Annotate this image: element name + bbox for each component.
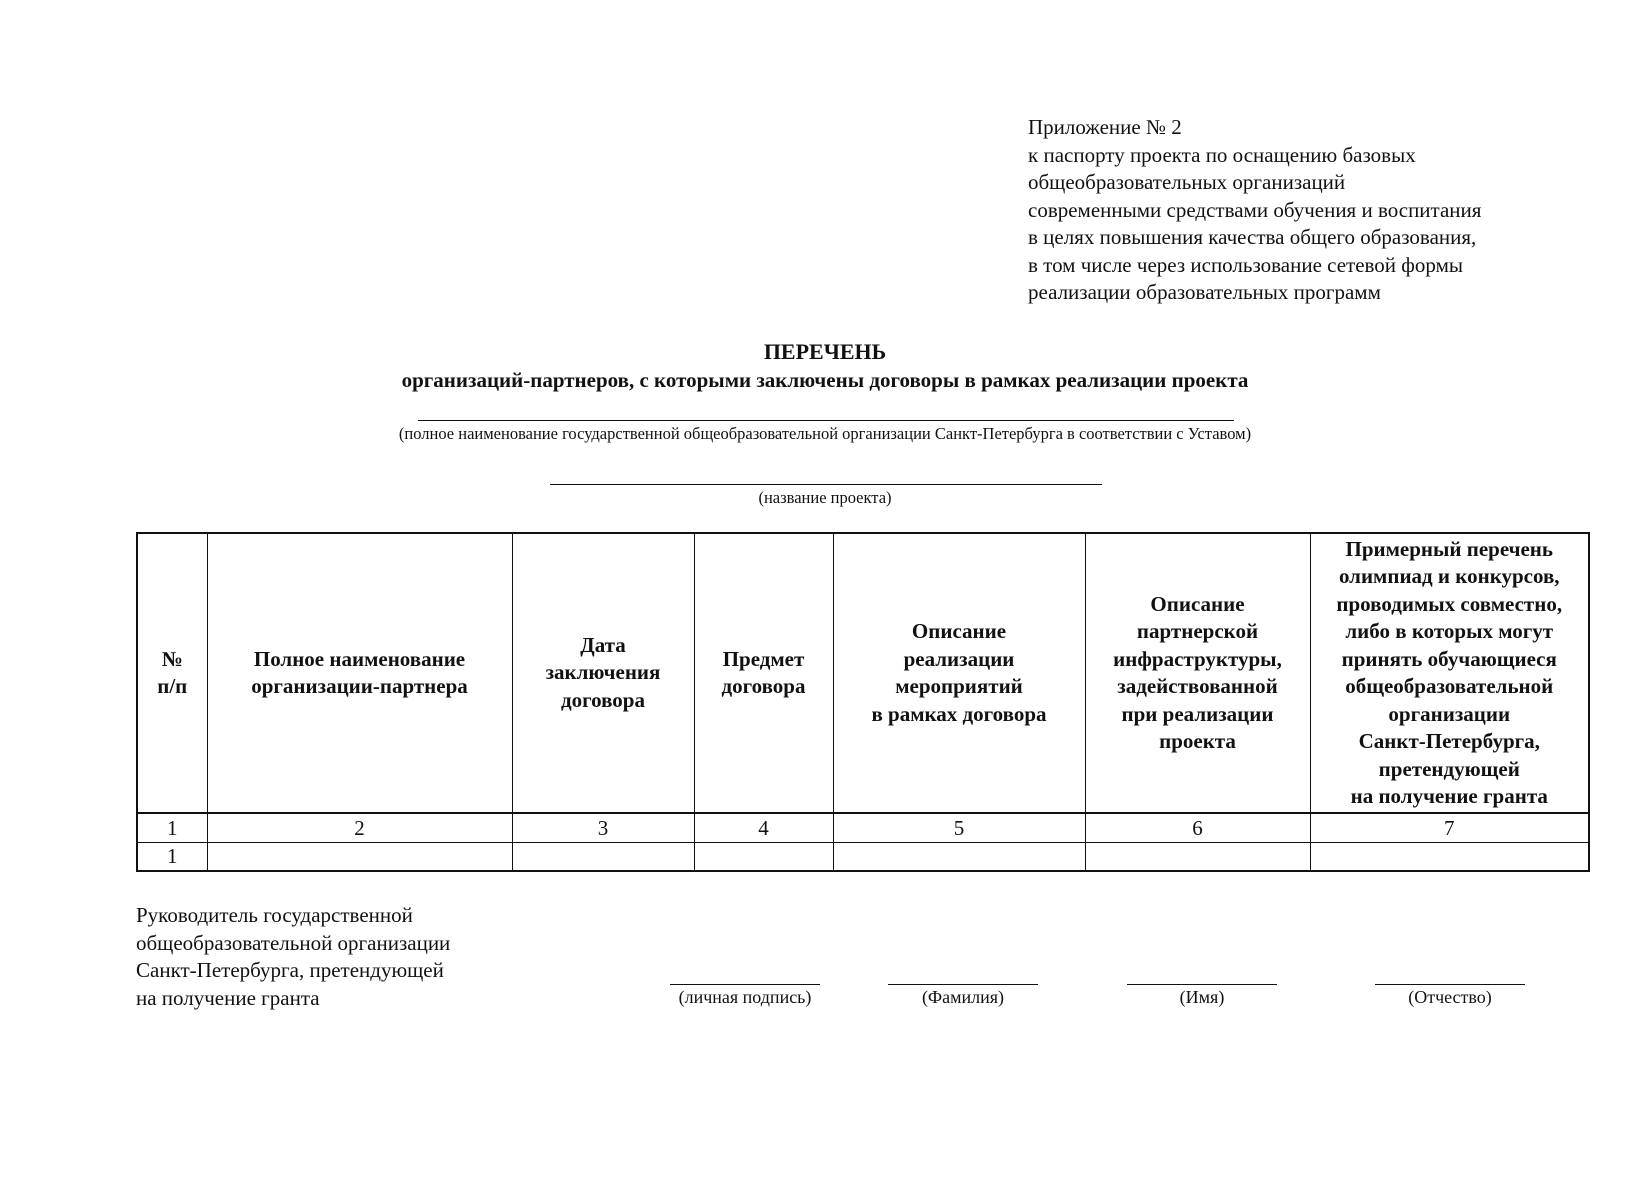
column-header-olympiads (1310, 533, 1589, 813)
manager-line: Санкт-Петербурга, претендующей (136, 958, 444, 982)
header-label: Примерный перечень олимпиад и конкурсов, проводимых совместно, либо в которых могут принять обучающиеся общеобразовательной организации Санкт-Петербурга, претендующей на получение гранта (1336, 536, 1563, 809)
title-main: ПЕРЕЧЕНЬ (763, 339, 887, 364)
row-number-cell: 1 (137, 842, 207, 871)
column-header-infrastructure (1085, 533, 1310, 813)
surname-line[interactable] (888, 984, 1038, 985)
column-number: 2 (207, 813, 512, 842)
manager-line: общеобразовательной организации (136, 930, 451, 955)
contract-subject-cell[interactable] (694, 842, 833, 871)
appendix-note (1028, 114, 1618, 307)
manager-label (136, 902, 556, 1012)
patronymic-line[interactable] (1375, 984, 1525, 985)
name-field[interactable] (1122, 984, 1282, 1008)
org-name-fill-line[interactable] (418, 420, 1234, 421)
manager-line: на получение гранта (136, 985, 320, 1010)
header-label: Дата заключения договора (545, 632, 661, 712)
header-label: № п/п (157, 646, 188, 699)
patronymic-caption: (Отчество) (1408, 987, 1492, 1007)
manager-line: Руководитель государственной (136, 903, 413, 927)
document-title (0, 338, 1640, 394)
column-number: 5 (833, 813, 1085, 842)
appendix-line: к паспорту проекта по оснащению базовых (1028, 142, 1416, 167)
surname-field[interactable] (883, 984, 1043, 1008)
surname-caption: (Фамилия) (921, 987, 1005, 1007)
appendix-line: в целях повышения качества общего образования, (1028, 225, 1477, 249)
signature-field[interactable] (665, 984, 825, 1008)
header-label: Описание реализации мероприятий в рамках договора (871, 619, 1047, 726)
header-label: Предмет договора (721, 646, 806, 699)
title-subtitle: организаций-партнеров, с которыми заключены договоры в рамках реализации проекта (401, 368, 1249, 392)
column-number: 4 (694, 813, 833, 842)
appendix-line: общеобразовательных организаций (1028, 170, 1346, 194)
appendix-line: в том числе через использование сетевой формы (1028, 252, 1463, 277)
contract-date-cell[interactable] (512, 842, 694, 871)
column-number: 7 (1310, 813, 1589, 842)
appendix-line: реализации образовательных программ (1028, 280, 1381, 304)
infrastructure-cell[interactable] (1085, 842, 1310, 871)
appendix-line: современными средствами обучения и воспитания (1028, 197, 1482, 222)
project-name-fill-line[interactable] (550, 484, 1102, 485)
org-name-caption: (полное наименование государственной общеобразовательной организации Санкт-Петербурга в соответствии с Уставом) (398, 424, 1252, 443)
column-header-contract-subject (694, 533, 833, 813)
project-name-caption: (название проекта) (758, 488, 892, 507)
olympiads-cell[interactable] (1310, 842, 1589, 871)
patronymic-field[interactable] (1370, 984, 1530, 1008)
table-row (137, 842, 1589, 871)
column-number: 1 (137, 813, 207, 842)
column-number-row (137, 813, 1589, 842)
column-number: 3 (512, 813, 694, 842)
activities-cell[interactable] (833, 842, 1085, 871)
column-header-partner-name (207, 533, 512, 813)
signature-line[interactable] (670, 984, 820, 985)
partners-table (136, 532, 1590, 872)
appendix-line: Приложение № 2 (1028, 115, 1182, 139)
header-label: Описание партнерской инфраструктуры, задействованной при реализации проекта (1113, 591, 1282, 754)
column-header-number (137, 533, 207, 813)
column-header-activities (833, 533, 1085, 813)
partner-name-cell[interactable] (207, 842, 512, 871)
column-header-contract-date (512, 533, 694, 813)
header-label: Полное наименование организации-партнера (251, 646, 468, 699)
name-line[interactable] (1127, 984, 1277, 985)
name-caption: (Имя) (1179, 987, 1225, 1007)
signature-caption: (личная подпись) (678, 987, 812, 1007)
table-header-row (137, 533, 1589, 813)
column-number: 6 (1085, 813, 1310, 842)
